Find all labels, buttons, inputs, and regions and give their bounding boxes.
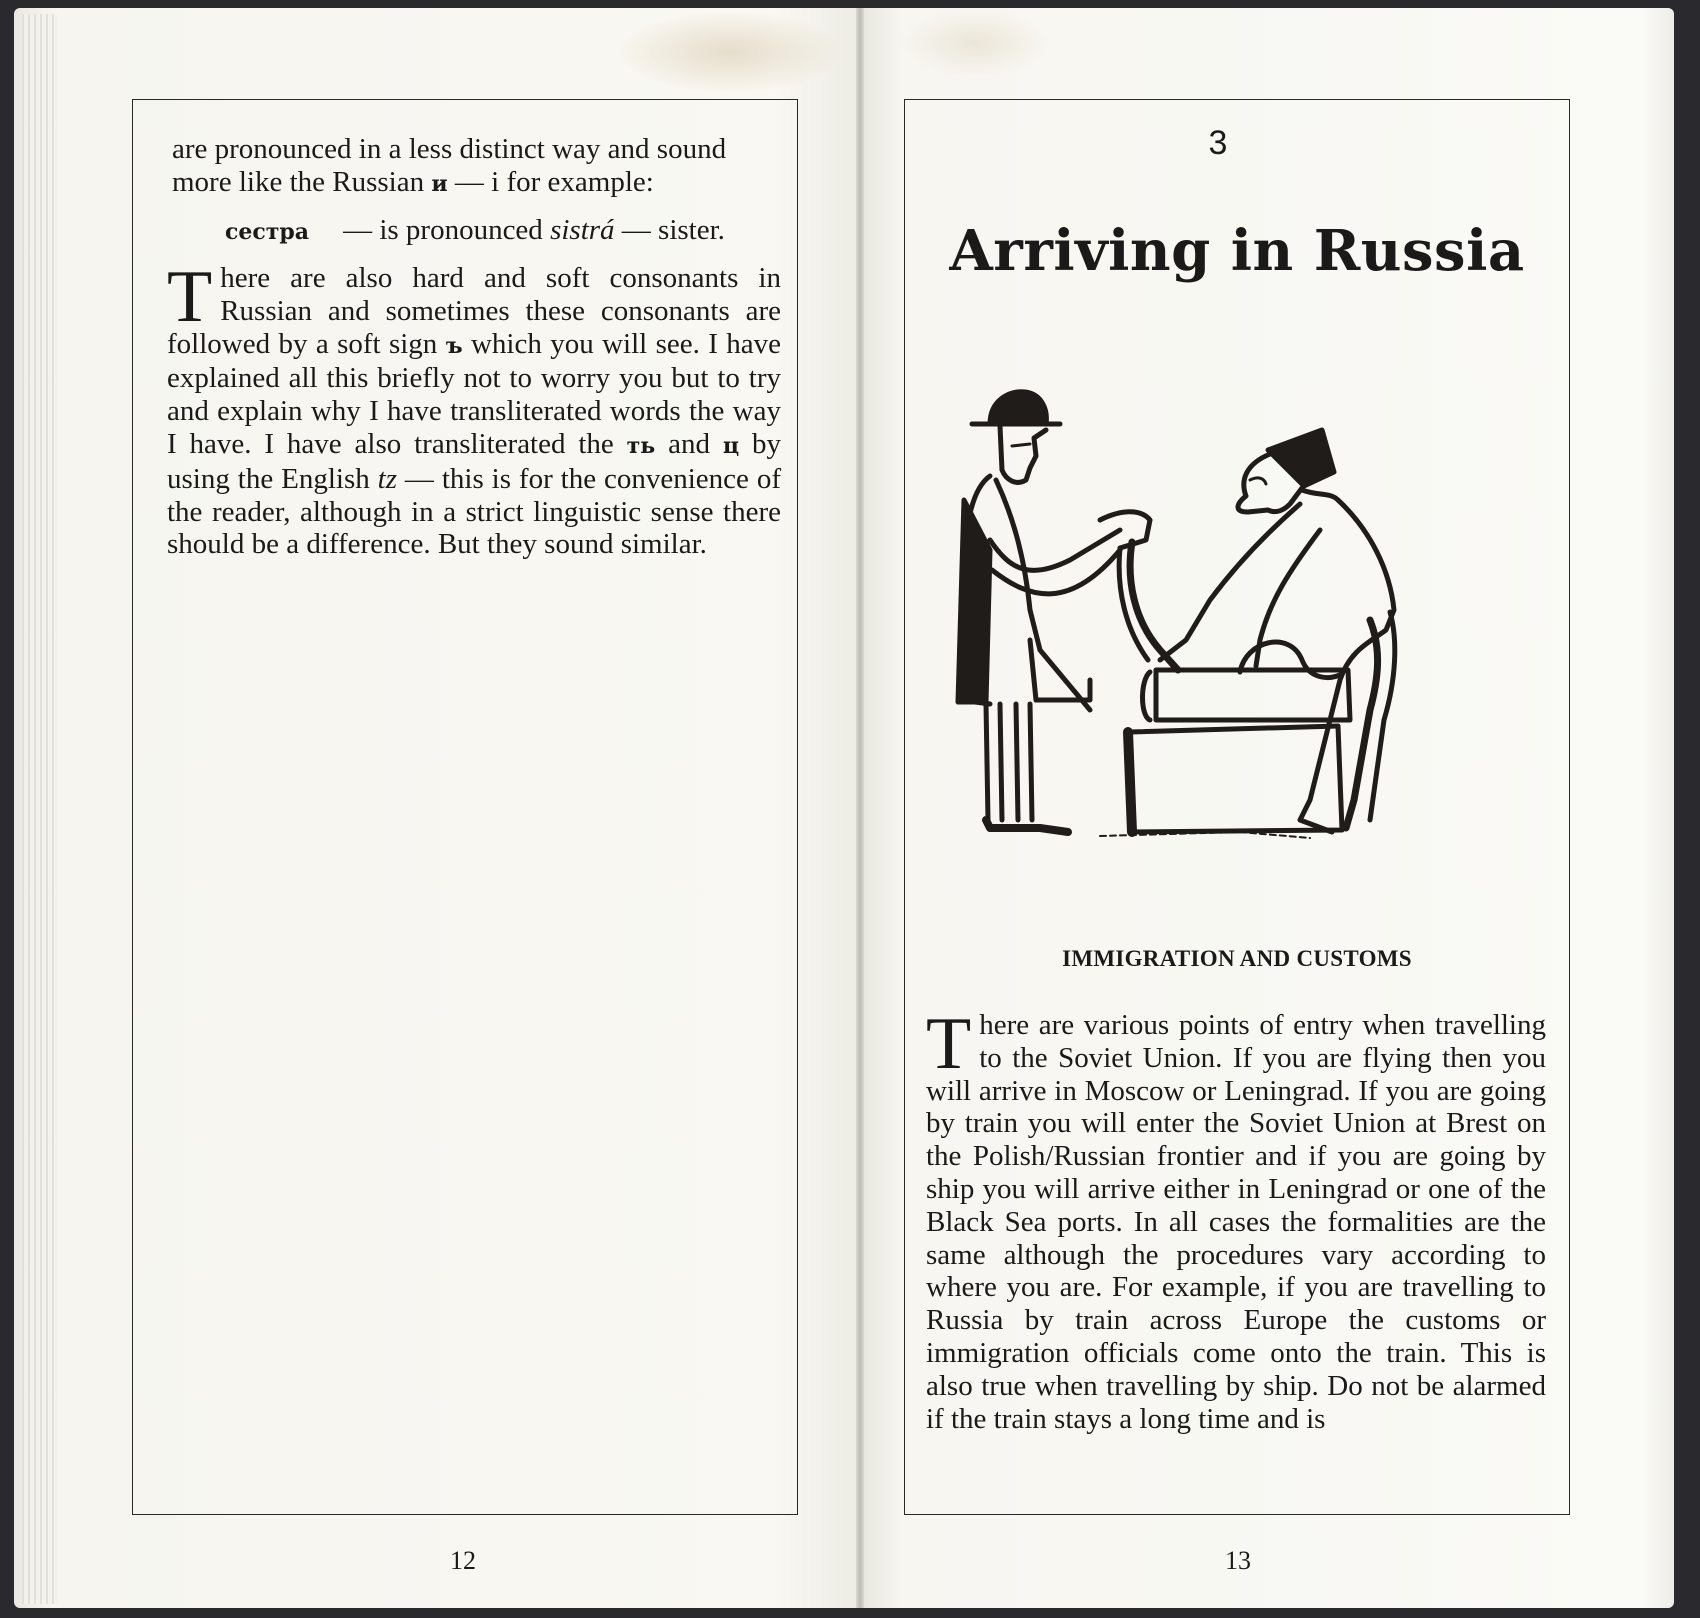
page-edges xyxy=(22,14,58,1604)
water-stain xyxy=(620,12,840,92)
pronunciation-example: сестра — is pronounced sistrá — sister. xyxy=(225,214,725,246)
cyrillic-i: и xyxy=(431,170,448,197)
left-paragraph-2: There are also hard and soft consonants in Russian and sometimes these consonants are followed by a soft sign ъ which you will see. I have explained all this briefly not to worry you but to try and explain why I have transliterated words the way I have. I have also transliterated the ть and ц by using the English tz — this is for the convenience of the reader, although in a strict linguistic sense there should be a difference. But they sound similar. xyxy=(167,256,782,561)
transliteration: sistrá xyxy=(550,214,615,246)
left-paragraph-1: are pronounced in a less distinct way and sound more like the Russian и — i for example: xyxy=(172,133,727,198)
page-number-left: 12 xyxy=(450,1546,476,1575)
soft-sign: ъ xyxy=(445,332,463,359)
chapter-number: 3 xyxy=(1208,124,1228,162)
page-number-right: 13 xyxy=(1225,1546,1251,1575)
english-tz: tz xyxy=(377,462,397,495)
section-heading: IMMIGRATION AND CUSTOMS xyxy=(1062,946,1412,971)
water-stain xyxy=(900,8,1050,78)
traveller-and-customs-officer-drawing-icon xyxy=(950,380,1510,900)
drop-cap: T xyxy=(167,256,213,338)
cyrillic-ts: ц xyxy=(722,432,740,459)
right-paragraph-1: There are various points of entry when travelling to the Soviet Union. If you are flying then you will arrive in Moscow or Leningrad. If you are going by train you will enter the Soviet Union at Brest on the Polish/Russian frontier and if you are going by ship you will arrive either in Leningrad or one of the Black Sea ports. In all cases the formalities are the same although the procedures vary according to where you are. For example, if you are travelling to Russia by train across Europe the customs or immigration officials come onto the train. This is also true when travelling by ship. Do not be alarmed if the train stays a long time and is xyxy=(926,1003,1546,1435)
russian-word: сестра xyxy=(225,219,310,245)
book-gutter xyxy=(856,8,864,1608)
chapter-title: Arriving in Russia xyxy=(949,218,1525,284)
cyrillic-ty: ть xyxy=(626,432,656,459)
drop-cap: T xyxy=(926,1003,972,1085)
